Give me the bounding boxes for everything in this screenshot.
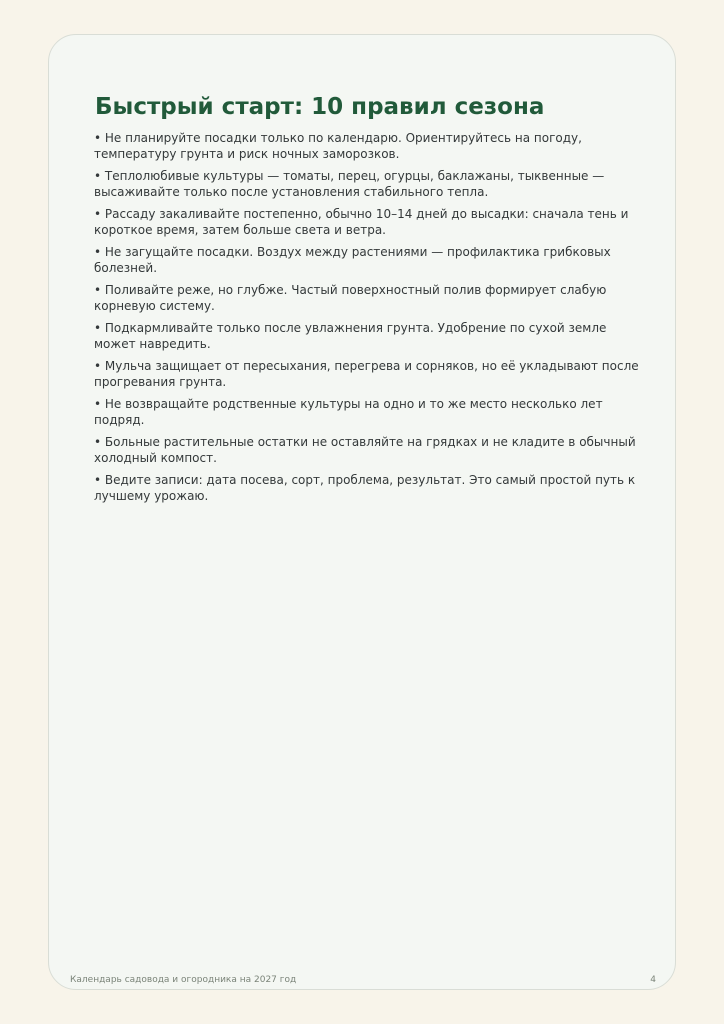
rules-list bbox=[94, 130, 642, 510]
rule-item: • Не планируйте посадки только по календарю. Ориентируйтесь на погоду, температуру грунта и риск ночных заморозков. bbox=[94, 131, 582, 161]
rule-item: • Поливайте реже, но глубже. Частый поверхностный полив формирует слабую корневую систему. bbox=[94, 283, 607, 313]
rule-item: • Рассаду закаливайте постепенно, обычно 10–14 дней до высадки: сначала тень и короткое время, затем больше света и ветра. bbox=[94, 207, 629, 237]
page-title: Быстрый старт: 10 правил сезона bbox=[95, 94, 545, 120]
rule-item: • Больные растительные остатки не оставляйте на грядках и не кладите в обычный холодный компост. bbox=[94, 435, 636, 465]
rule-item: • Мульча защищает от пересыхания, перегрева и сорняков, но её укладывают после прогревания грунта. bbox=[94, 359, 639, 389]
rule-item: • Не возвращайте родственные культуры на одно и то же место несколько лет подряд. bbox=[94, 397, 603, 427]
footer-title: Календарь садовода и огородника на 2027 год bbox=[70, 975, 297, 985]
page-number: 4 bbox=[650, 975, 656, 985]
page-card bbox=[48, 34, 676, 990]
rule-item: • Ведите записи: дата посева, сорт, проблема, результат. Это самый простой путь к лучшему урожаю. bbox=[94, 473, 636, 503]
rule-item: • Подкармливайте только после увлажнения грунта. Удобрение по сухой земле может навредить. bbox=[94, 321, 607, 351]
rule-item: • Теплолюбивые культуры — томаты, перец, огурцы, баклажаны, тыквенные — высаживайте только после установления стабильного тепла. bbox=[94, 169, 605, 199]
rule-item: • Не загущайте посадки. Воздух между растениями — профилактика грибковых болезней. bbox=[94, 245, 611, 275]
